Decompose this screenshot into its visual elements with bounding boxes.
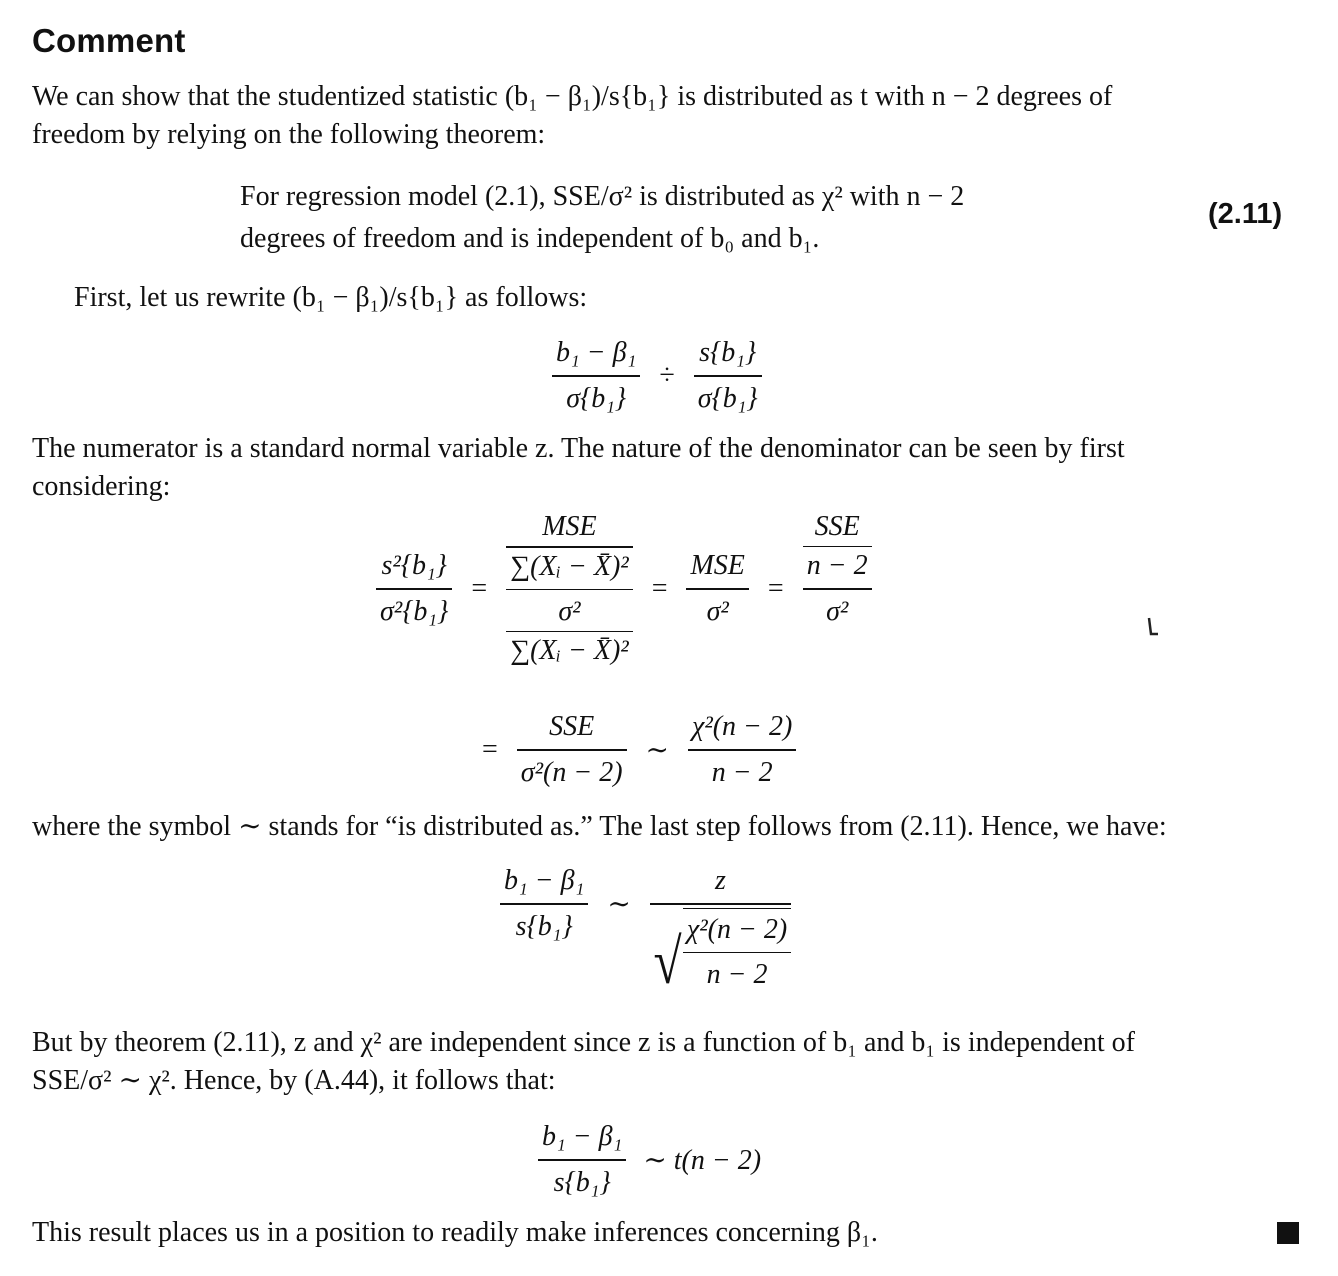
equation-t-ratio [500, 862, 791, 997]
section-heading: Comment [32, 22, 186, 59]
fraction-bar [538, 1159, 626, 1161]
fraction-bar [688, 749, 796, 751]
t-distribution-rhs: ∼ t(n − 2) [643, 1144, 762, 1176]
fraction-bar [506, 589, 633, 591]
paragraph-numerator-line-2: considering: [32, 471, 171, 502]
sqrt-fraction [683, 908, 791, 995]
t-ratio-fraction [500, 862, 588, 946]
fraction-bar [500, 903, 588, 905]
equation-t-distribution [538, 1118, 761, 1202]
paragraph-independence-line-1: But by theorem (2.11), z and χ² are independent since z is a function of b₁ and b₁ is independent of [32, 1027, 1135, 1058]
fraction-bar [694, 375, 762, 377]
z-numerator: z [715, 865, 726, 896]
fraction-bar [686, 588, 748, 590]
lhs-fraction [376, 547, 452, 631]
sse-outer-denominator: σ² [826, 595, 849, 627]
compound-numerator-top: MSE [542, 511, 597, 542]
fraction-bar [650, 903, 791, 905]
t-ratio-denominator: s{b₁} [515, 910, 573, 942]
equals-sign: = [651, 573, 668, 604]
fraction-left-numerator: b₁ − β₁ [556, 337, 637, 368]
compound-numerator [506, 508, 633, 586]
fraction-left-denominator: σ{b₁} [566, 382, 627, 414]
compound-numerator-bottom: ∑(Xᵢ − X̄)² [510, 550, 629, 582]
lhs-numerator: s²{b₁} [381, 550, 447, 582]
sse-numerator: SSE [549, 711, 595, 742]
equals-sign: = [471, 573, 488, 604]
paragraph-independence [32, 1024, 1135, 1100]
equals-sign: = [767, 573, 784, 604]
equals-sign: = [482, 733, 498, 765]
theorem-line-2: degrees of freedom and is independent of b₀ and b₁. [240, 223, 820, 254]
fraction-right-denominator: σ{b₁} [697, 382, 758, 414]
fraction-bar [683, 952, 791, 954]
chi-numerator: χ²(n − 2) [692, 711, 793, 742]
theorem-statement [240, 176, 964, 260]
fraction-left [552, 334, 640, 418]
fraction-right [694, 334, 762, 418]
sqrt-denominator: n − 2 [706, 959, 768, 990]
mse-denominator: σ² [706, 595, 729, 627]
mse-numerator: MSE [690, 550, 745, 582]
sse-inner-fraction [803, 508, 872, 586]
paragraph-conclusion: This result places us in a position to readily make inferences concerning β₁. [32, 1217, 878, 1248]
paragraph-intro [32, 78, 1112, 154]
mse-fraction [686, 547, 748, 631]
cursor-mark [1146, 616, 1160, 638]
theorem-number: (2.11) [1208, 198, 1283, 230]
end-of-proof-square [1277, 1222, 1299, 1244]
radical-sign: √ [653, 926, 682, 997]
final-denominator: s{b₁} [553, 1166, 611, 1198]
fraction-bar [376, 588, 452, 590]
sse-fraction [517, 708, 627, 792]
divide-operator: ÷ [659, 359, 675, 391]
paragraph-numerator [32, 430, 1125, 506]
paragraph-independence-line-2: SSE/σ² ∼ χ². Hence, by (A.44), it follows that: [32, 1065, 556, 1096]
paragraph-intro-line-1: We can show that the studentized statistic (b₁ − β₁)/s{b₁} is distributed as t with n − 2 degrees of [32, 81, 1113, 112]
tilde-symbol: ∼ [607, 888, 631, 920]
fraction-right-numerator: s{b₁} [699, 337, 757, 368]
paragraph-numerator-line-1: The numerator is a standard normal variable z. The nature of the denominator can be seen by first [32, 433, 1125, 464]
fraction-bar [552, 375, 640, 377]
chi-fraction [688, 708, 796, 792]
tilde-symbol: ∼ [645, 734, 670, 766]
compound-fraction [506, 508, 633, 670]
sse-denominator: σ²(n − 2) [520, 756, 623, 788]
z-over-sqrt-fraction [650, 862, 791, 997]
t-ratio-numerator: b₁ − β₁ [504, 865, 585, 896]
final-fraction [538, 1118, 626, 1202]
chi-denominator: n − 2 [711, 756, 773, 788]
sse-compound-fraction [803, 508, 872, 631]
paragraph-rewrite: First, let us rewrite (b₁ − β₁)/s{b₁} as follows: [74, 282, 588, 313]
lhs-denominator: σ²{b₁} [380, 595, 449, 627]
compound-middle: σ² [558, 596, 581, 627]
paragraph-intro-line-2: freedom by relying on the following theorem: [32, 119, 546, 150]
compound-denominator: ∑(Xᵢ − X̄)² [506, 631, 633, 670]
fraction-bar [517, 749, 627, 751]
equation-ratio [552, 334, 762, 418]
sse-inner-denominator: n − 2 [806, 550, 868, 581]
equation-variance-ratio [376, 508, 872, 670]
sse-inner-numerator: SSE [814, 510, 860, 542]
sqrt-numerator: χ²(n − 2) [686, 913, 788, 945]
equation-chi-square [482, 708, 796, 792]
paragraph-symbol: where the symbol ∼ stands for “is distributed as.” The last step follows from (2.11). Hence, we have: [32, 811, 1167, 842]
fraction-bar [803, 588, 872, 590]
square-root [650, 908, 791, 995]
theorem-line-1: For regression model (2.1), SSE/σ² is distributed as χ² with n − 2 [240, 181, 965, 212]
final-numerator: b₁ − β₁ [542, 1121, 623, 1152]
